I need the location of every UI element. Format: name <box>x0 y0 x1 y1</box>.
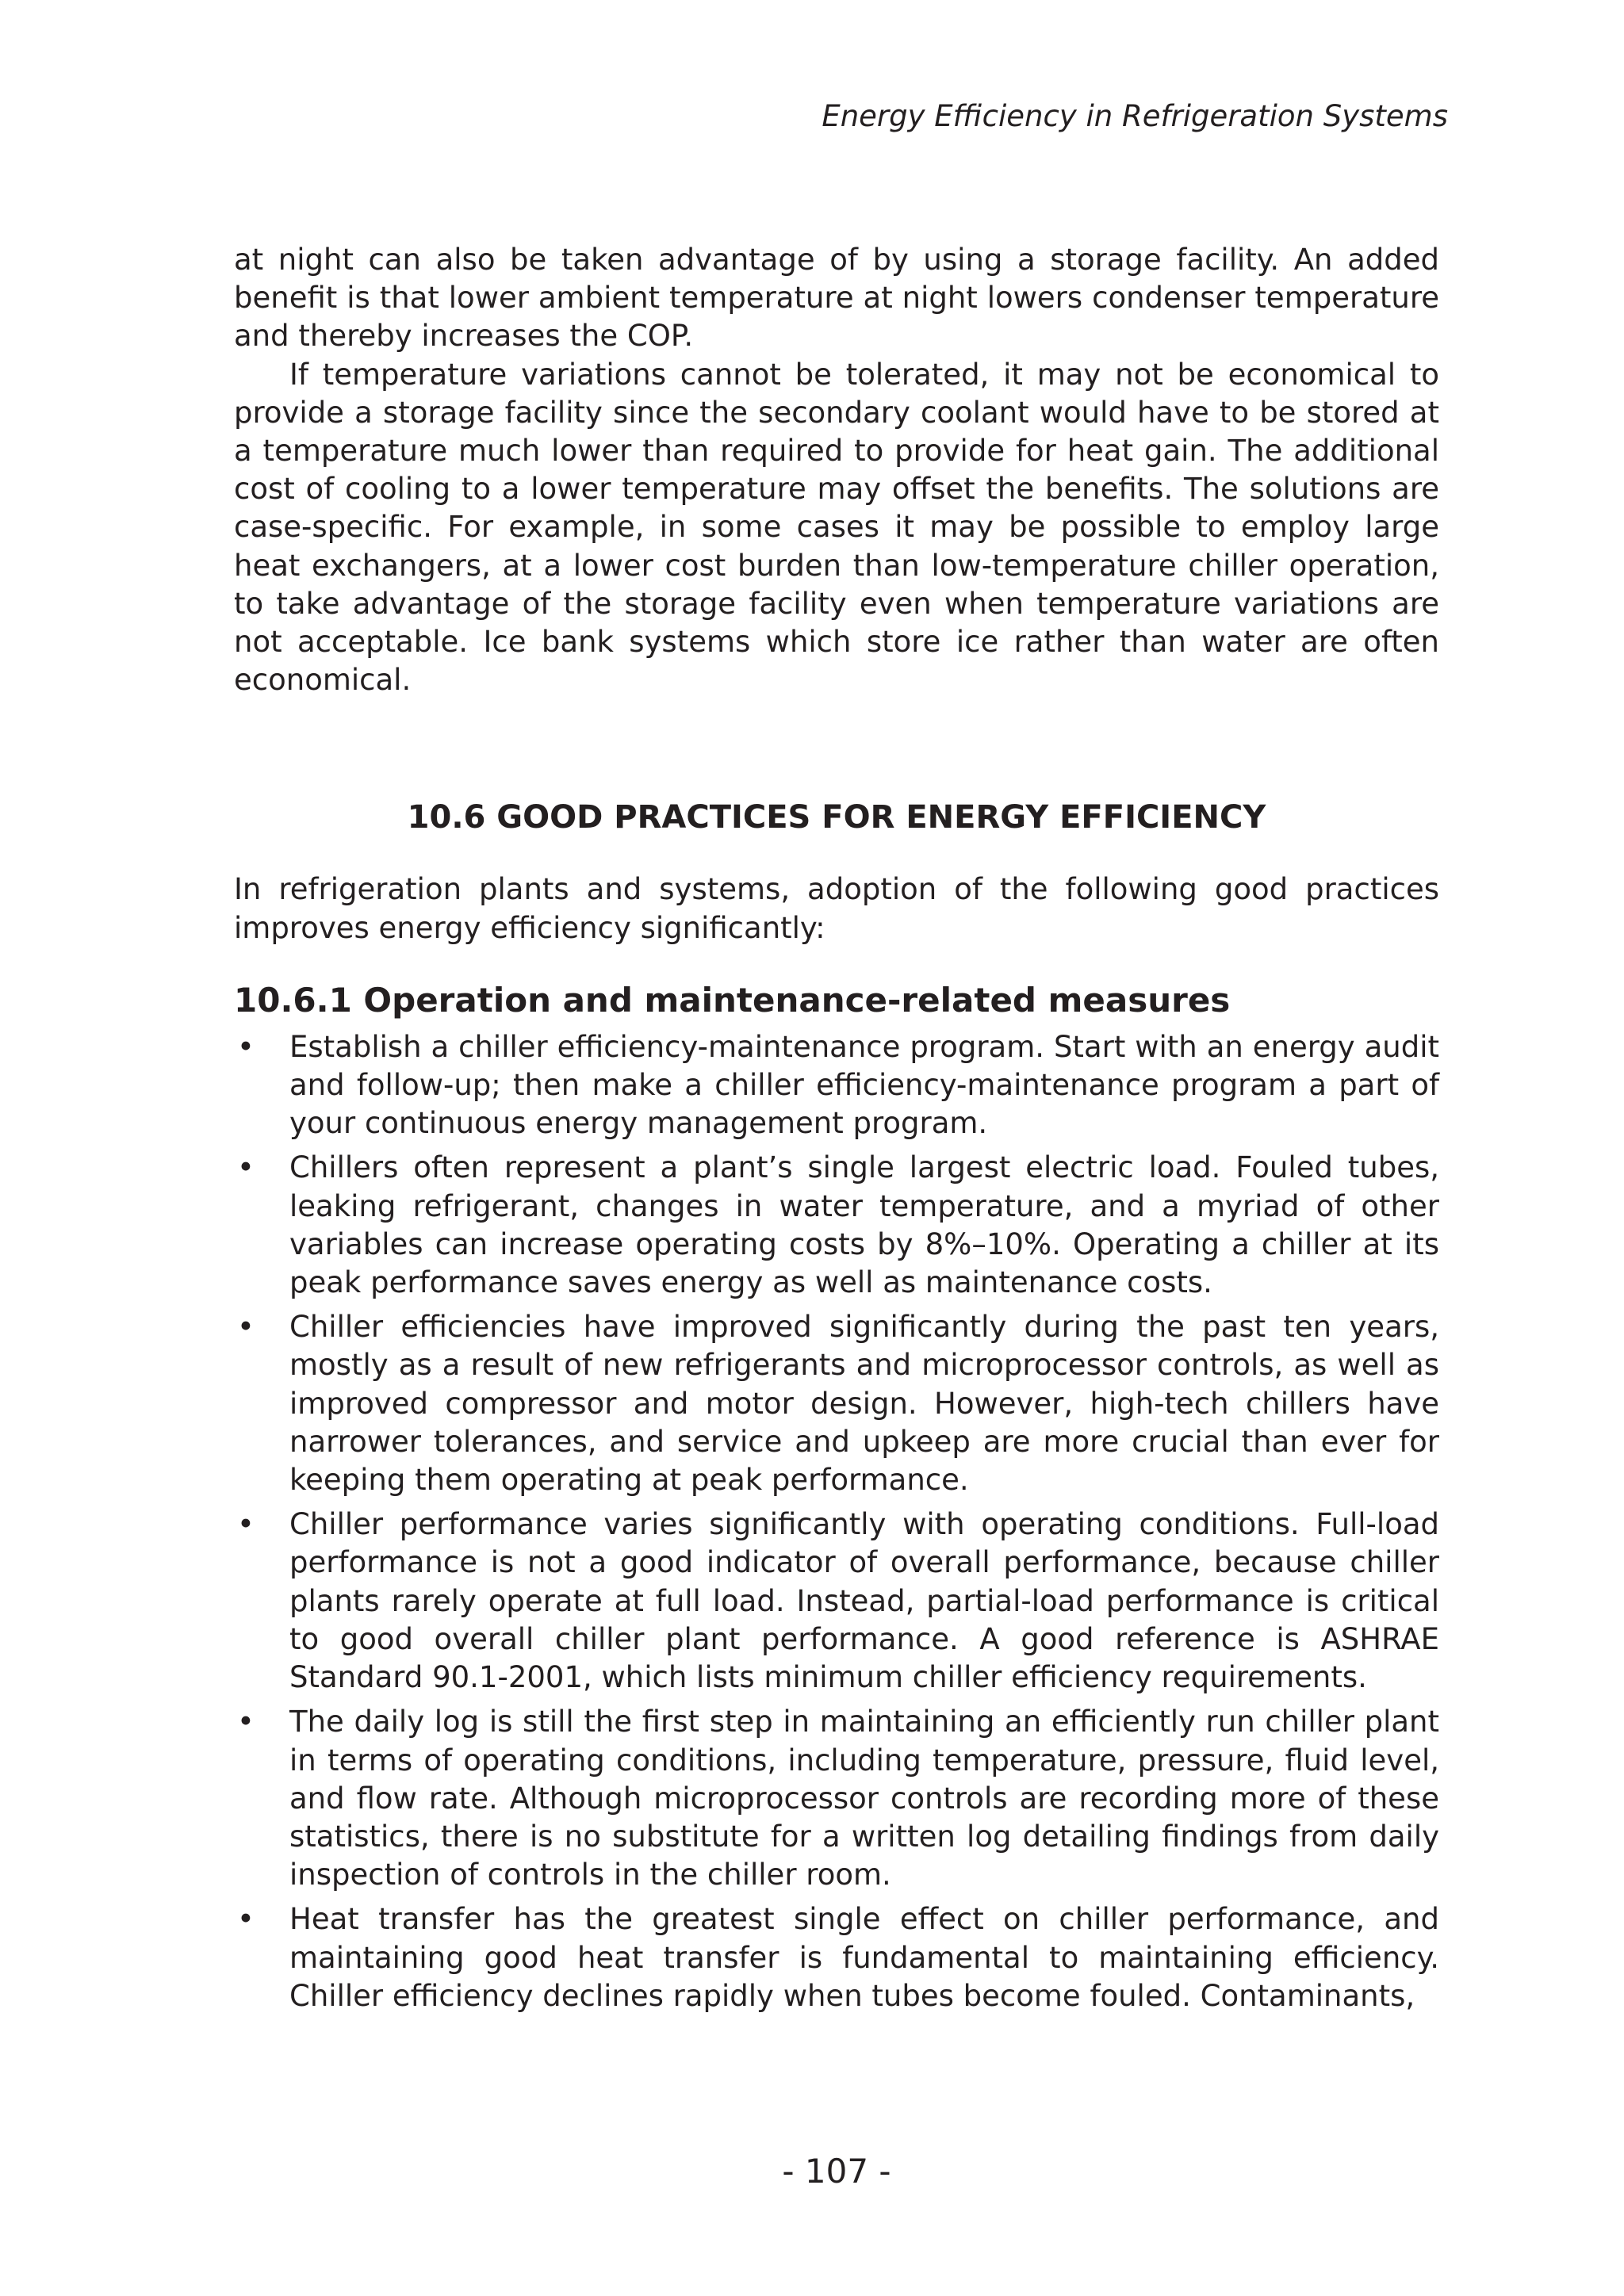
list-item-text: The daily log is still the first step in maintaining an efficiently run chiller plant in terms of operating conditions, including temperature, pressure, fluid level, and flow rate. Although microprocessor controls are recording more of these statistics, there is no substitute for a written log detailing findings from daily inspection of controls in the chiller room. <box>289 1705 1439 1892</box>
body-paragraph: at night can also be taken advantage of by using a storage facility. An added benefit is that lower ambient temperature at night lowers condenser temperature and thereby increases the COP. <box>234 243 1439 354</box>
list-item-text: Chiller performance varies significantly with operating conditions. Full-load performance is not a good indicator of overall performance, because chiller plants rarely operate at full load. Instead, partial-load performance is critical to good overall chiller plant performance. A good reference is ASHRAE Standard 90.1-2001, which lists minimum chiller efficiency requirements. <box>289 1507 1439 1695</box>
list-item <box>234 1149 1439 1302</box>
body-paragraph: If temperature variations cannot be tolerated, it may not be economical to provide a storage facility since the secondary coolant would have to be stored at a temperature much lower than required to provide for heat gain. The additional cost of cooling to a lower temperature may offset the benefits. The solutions are case-specific. For example, in some cases it may be possible to employ large heat exchangers, at a lower cost burden than low-temperature chiller operation, to take advantage of the storage facility even when temperature variations are not acceptable. Ice bank systems which store ice rather than water are often economical. <box>234 357 1439 698</box>
measures-list <box>234 1028 1439 2015</box>
list-item <box>234 1028 1439 1143</box>
list-item <box>234 1506 1439 1697</box>
bullet-icon: • <box>237 1029 255 1064</box>
list-item-text: Chillers often represent a plant’s single largest electric load. Fouled tubes, leaking refrigerant, changes in water temperature, and a myriad of other variables can increase operating costs by 8%–10%. Operating a chiller at its peak performance saves energy as well as maintenance costs. <box>289 1150 1439 1300</box>
page-number: - 107 - <box>782 2152 891 2191</box>
bullet-icon: • <box>237 1902 255 1937</box>
bullet-icon: • <box>237 1705 255 1739</box>
subsection-heading: 10.6.1 Operation and maintenance-related measures <box>234 980 1231 1020</box>
running-header: Energy Efficiency in Refrigeration Systems <box>822 99 1448 133</box>
list-item-text: Chiller efficiencies have improved significantly during the past ten years, mostly as a result of new refrigerants and microprocessor controls, as well as improved compressor and motor design. However, high-tech chillers have narrower tolerances, and service and upkeep are more crucial than ever for keeping them operating at peak performance. <box>289 1310 1439 1498</box>
page-body <box>234 241 1439 2015</box>
section-heading: 10.6 GOOD PRACTICES FOR ENERGY EFFICIENCY <box>407 799 1266 836</box>
list-item-text: Establish a chiller efficiency-maintenance program. Start with an energy audit and follow-up; then make a chiller efficiency-maintenance program a part of your continuous energy management program. <box>289 1029 1439 1141</box>
list-item <box>234 1900 1439 2015</box>
list-item-text: Heat transfer has the greatest single effect on chiller performance, and maintaining good heat transfer is fundamental to maintaining efficiency. Chiller efficiency declines rapidly when tubes become fouled. Contaminants, <box>289 1902 1439 2013</box>
list-item <box>234 1703 1439 1894</box>
bullet-icon: • <box>237 1150 255 1185</box>
list-item <box>234 1308 1439 1499</box>
section-intro: In refrigeration plants and systems, adoption of the following good practices improves energy efficiency significantly: <box>234 872 1439 945</box>
bullet-icon: • <box>237 1310 255 1345</box>
bullet-icon: • <box>237 1507 255 1542</box>
